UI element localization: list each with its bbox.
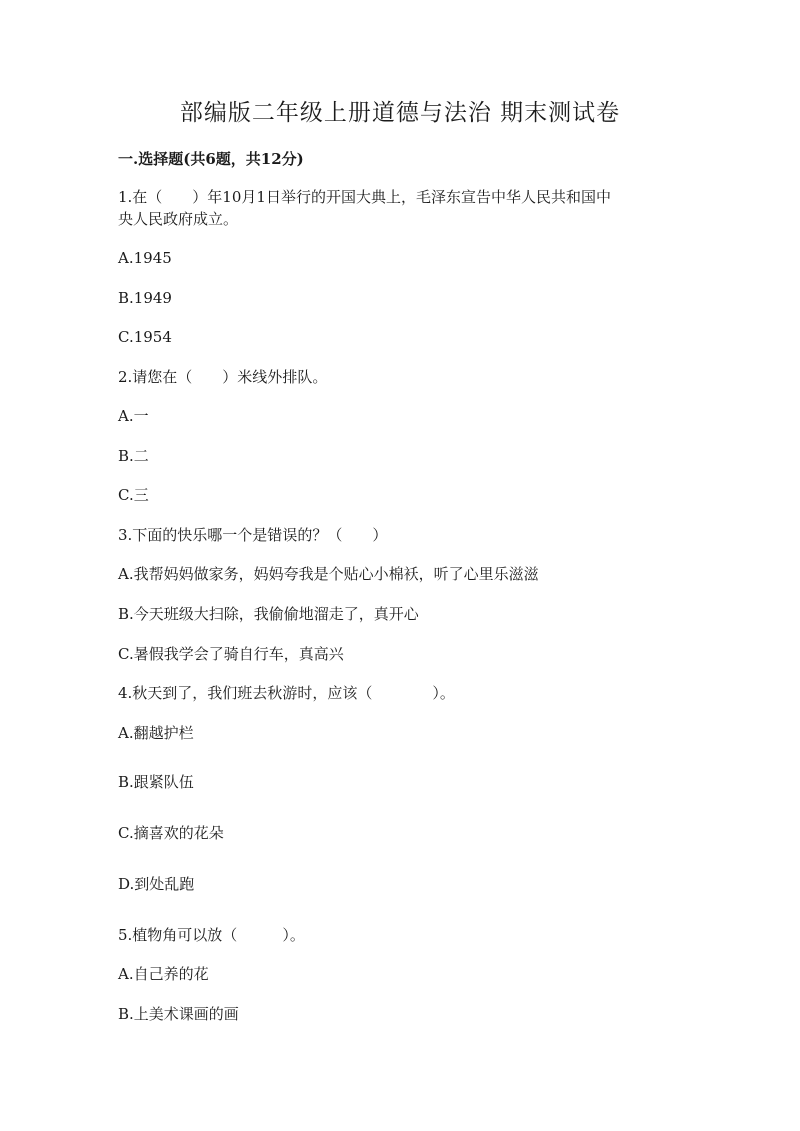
question-4-option-a: A.翻越护栏 bbox=[118, 724, 194, 742]
exam-title: 部编版二年级上册道德与法治 期末测试卷 bbox=[179, 100, 621, 126]
question-3-option-a: A.我帮妈妈做家务，妈妈夸我是个贴心小棉袄，听了心里乐滋滋 bbox=[118, 565, 539, 583]
question-1-option-a: A.1945 bbox=[118, 249, 172, 267]
question-4-option-b: B.跟紧队伍 bbox=[118, 773, 194, 791]
question-5-stem: 5.植物角可以放（ ）。 bbox=[118, 926, 305, 944]
question-5-option-a: A.自己养的花 bbox=[118, 965, 209, 983]
section-heading: 一.选择题(共6题，共12分) bbox=[118, 150, 304, 168]
question-1-option-b: B.1949 bbox=[118, 289, 172, 307]
question-3-option-c: C.暑假我学会了骑自行车，真高兴 bbox=[118, 645, 344, 663]
question-1-stem-line-2: 央人民政府成立。 bbox=[118, 210, 239, 228]
question-4-option-c: C.摘喜欢的花朵 bbox=[118, 824, 224, 842]
question-5-option-b: B.上美术课画的画 bbox=[118, 1005, 239, 1023]
question-2-option-c: C.三 bbox=[118, 486, 149, 504]
question-4-stem: 4.秋天到了，我们班去秋游时，应该（ ）。 bbox=[118, 684, 455, 702]
question-2-option-a: A.一 bbox=[118, 407, 149, 425]
question-1-stem-line-1: 1.在（ ）年10月1日举行的开国大典上，毛泽东宣告中华人民共和国中 bbox=[118, 188, 611, 206]
question-2-option-b: B.二 bbox=[118, 447, 149, 465]
question-3-stem: 3.下面的快乐哪一个是错误的？（ ） bbox=[118, 526, 388, 544]
question-1-option-c: C.1954 bbox=[118, 328, 172, 346]
question-4-option-d: D.到处乱跑 bbox=[118, 875, 195, 893]
question-3-option-b: B.今天班级大扫除，我偷偷地溜走了，真开心 bbox=[118, 605, 419, 623]
question-2-stem: 2.请您在（ ）米线外排队。 bbox=[118, 368, 328, 386]
